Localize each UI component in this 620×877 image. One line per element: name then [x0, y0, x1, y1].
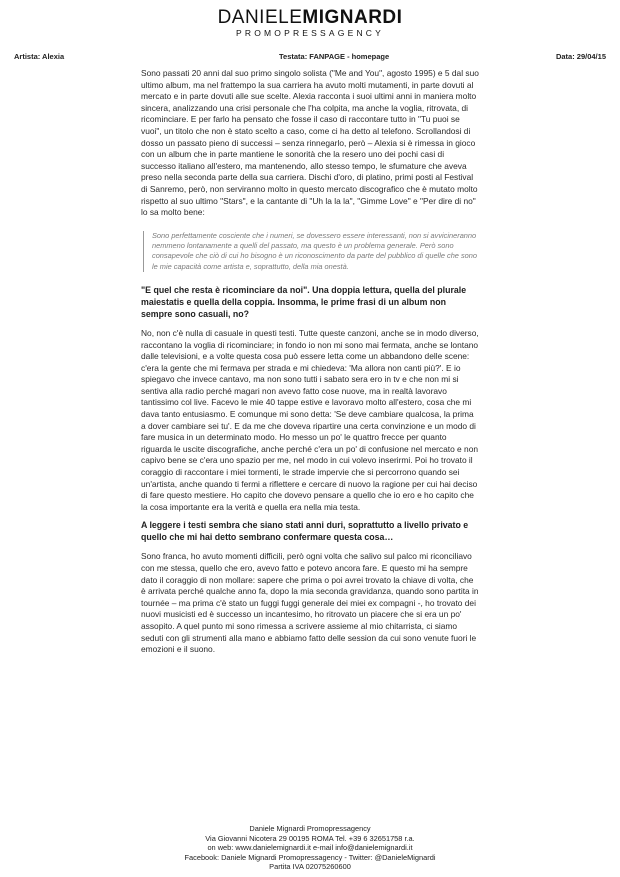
interview-question-2: A leggere i testi sembra che siano stati anni duri, soprattutto a livello privato e quello che mi hai detto sembrano confermare questa cosa…: [141, 520, 469, 543]
footer-address: Via Giovanni Nicotera 29 00195 ROMA Tel. +39 6 32651758 r.a.: [205, 833, 415, 843]
interview-answer-2: Sono franca, ho avuto momenti difficili, però ogni volta che salivo sul palco mi riconciliavo con me stessa, quello che ero, avevo fatto e potevo ancora fare. E questo mi ha sempre dato il coraggio di non mollare: sapere che prima o poi avrei trovato la chiave di volta, che è arrivata perché qualche anno fa, dopo la mia seconda gravidanza, quando sono partita in tournée – ma prima c'è stato un fuggi fuggi generale dei miei ex compagni -, ho trovato dei nuovi musicisti ed è successo un incantesimo, ho ritrovato un piacere che si era un po' assopito. A quel punto mi sono rimessa a scrivere assieme al mio chitarrista, ci siamo seduti con gli strumenti alla mano e abbiamo fatto delle session da cui sono venute fuori le emozioni e il suono.: [141, 551, 479, 655]
footer-vat: Partita IVA 02075260600: [269, 862, 351, 872]
footer-web: on web: www.danielemignardi.it e-mail info@danielemignardi.it: [207, 843, 413, 853]
agency-footer: [0, 824, 620, 872]
interview-answer-1: No, non c'è nulla di casuale in questi testi. Tutte queste canzoni, anche se in modo diverso, raccontano la voglia di ricominciare; in fondo io non mi sono mai fermata, anche se lontano dalle televisioni, e a volte questa cosa può essere letta come un abbandono delle scene: c'era la gente che mi fermava per strada e mi chiedeva: 'Ma allora non canti più?'. E io spiegavo che invece cantavo, ma non sono tutti i sabato sera ero in tv e che non mi si sentiva alla radio perché magari non avevo fatto cose nuove, ma in realtà lavoravo tantissimo col live. Facevo le mie 40 tappe estive e lavoravo molto all'estero, cosa che mi dava tanto entusiasmo. E comunque mi sono detta: 'Se deve cambiare qualcosa, la prima a dover cambiare sei tu'. E da me che doveva ripartire una certa convinzione e un modo di fare musica in un determinato modo. Ho messo un po' le quattro frecce per quanto riguarda le uscite discografiche, anche perché c'era un po' di confusione nel mercato e non capivo bene se c'era uno spazio per me, nel modo in cui volevo inserirmi. Poi ho trovato il coraggio di raccontare i miei tormenti, le strade impervie che si percorrono quando sei un'artista, anche quando ti fermi a riflettere e cercare di nuovo la ragione per cui hai deciso di fare questo mestiere. Ho capito che dovevo pensare a quello che io ero e ho capito che la cosa importante era la verità e quella era nella mia testa.: [141, 327, 479, 512]
artist-label: Artista: Alexia: [14, 52, 65, 61]
publication-label: Testata: FANPAGE - homepage: [279, 52, 390, 61]
footer-agency-name: Daniele Mignardi Promopressagency: [249, 824, 371, 833]
logo-title-second: MIGNARDI: [302, 7, 403, 28]
logo-title-first: DANIELE: [217, 7, 303, 28]
logo-subtitle: PROMOPRESSAGENCY: [235, 28, 385, 38]
interview-question-1: "E quel che resta è ricominciare da noi". Una doppia lettura, quella del plurale maiestatis e quella della coppia. Insomma, le prime frasi di un album non sempre sono casuali, no?: [141, 284, 467, 319]
date-label: Data: 29/04/15: [555, 52, 606, 61]
footer-social: Facebook: Daniele Mignardi Promopressagency - Twitter: @DanieleMignardi: [184, 852, 436, 862]
pull-quote: Sono perfettamente cosciente che i numeri, se dovessero essere interessanti, non si avvicineranno nemmeno lontanamente a quelli del passato, ma questo è un problema generale. Però sono consapevole che ciò di cui ho bisogno è un riconoscimento da parte del pubblico di quelle che sono le mie capacità come artista e, soprattutto, della mia onestà.: [143, 231, 479, 272]
article-body: [141, 68, 479, 662]
logo-title: [0, 8, 620, 28]
intro-paragraph: Sono passati 20 anni dal suo primo singolo solista ("Me and You", agosto 1995) e 5 dal suo ultimo album, ma nel frattempo la sua carriera ha avuto molti mutamenti, in parte dovuti al mercato e in parte dovuti alle sue scelte. Alexia racconta i suoi ultimi anni in maniera molto sincera, analizzando una crisi personale che l'ha colpita, ma anche la voglia, ritrovata, di ricominciare. E per farlo ha pensato che fosse il caso di raccontare tutto in "Tu puoi se vuoi", un titolo che non è stato scelto a caso, come ci ha detto al telefono. Scrollandosi di dosso un passato pieno di successi – senza rinnegarlo, però – Alexia si è rimessa in gioco con un album che in parte mantiene le sonorità che la resero uno dei pochi casi di successo italiano all'estero, ma mantenendo, allo stesso tempo, le sfumature che aveva preso nella seconda parte della sua carriera. Dischi d'oro, di platino, primi posti al Festival di Sanremo, però, non serviranno molto in questo mercato discografico che è mutato molto rispetto al suo ultimo "Stars", e la cantante di "Uh la la la", "Gimme Love" e "Per dire di no" lo sa molto bene:: [141, 68, 479, 218]
agency-logo: [0, 8, 620, 38]
